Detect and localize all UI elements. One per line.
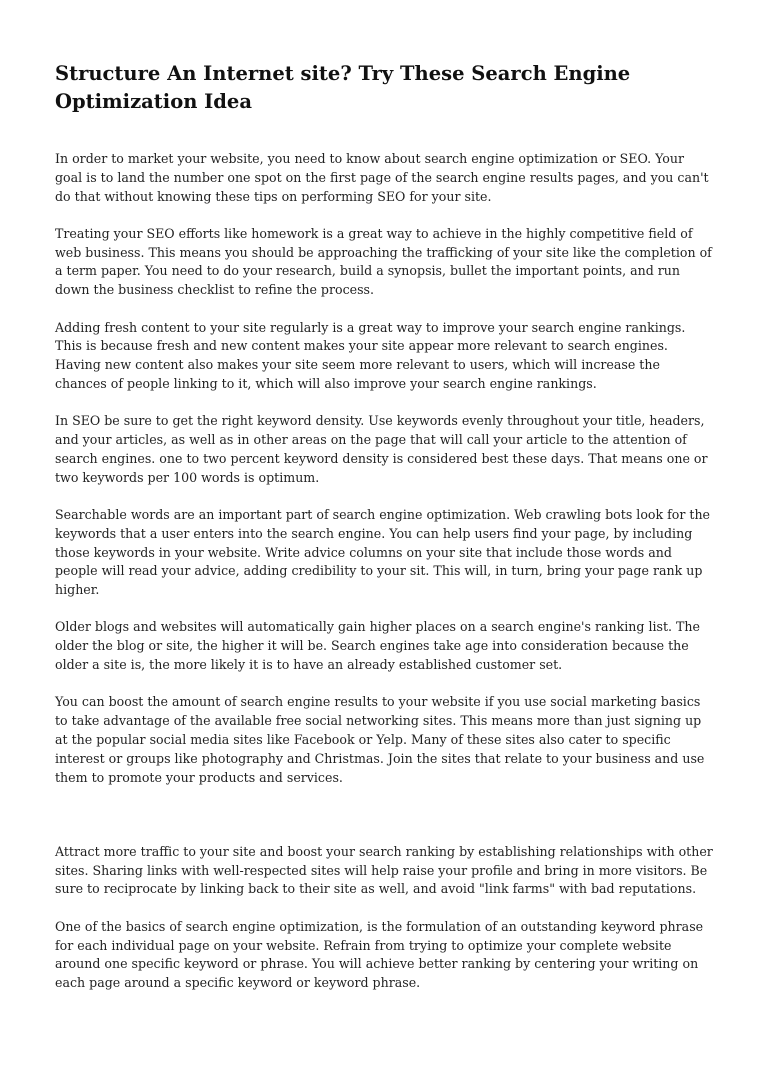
paragraph-older-blogs: Older blogs and websites will automatically gain higher places on a search engine's ranking list. The older the blog or site, the higher it will be. Search engines take age into consideration because the older a site is, the more likely it is to have an already established customer set.	[55, 619, 700, 673]
paragraph-keyword-density: In SEO be sure to get the right keyword density. Use keywords evenly throughout your title, headers, and your articles, as well as in other areas on the page that will call your article to the attention of search engines. one to two percent keyword density is considered best these days. That means one or two keywords per 100 words is optimum.	[55, 413, 708, 485]
paragraph-fresh-content: Adding fresh content to your site regularly is a great way to improve your search engine rankings. This is because fresh and new content makes your site appear more relevant to search engines. Having new content also makes your site seem more relevant to users, which will increase the chances of people linking to it, which will also improve your search engine rankings.	[55, 319, 686, 391]
paragraph-attract-traffic: Attract more traffic to your site and boost your search ranking by establishing relationships with other sites. Sharing links with well-respected sites will help raise your profile and bring in more visitors. Be sure to reciprocate by linking back to their site as well, and avoid "link farms" with bad reputations.	[55, 843, 713, 897]
paragraph-seo-homework: Treating your SEO efforts like homework is a great way to achieve in the highly competitive field of web business. This means you should be approaching the trafficking of your site like the completion of a term paper. You need to do your research, build a synopsis, bullet the important points, and run down the business checklist to refine the process.	[55, 225, 712, 298]
paragraph-social-marketing: You can boost the amount of search engine results to your website if you use social marketing basics to take advantage of the available free social networking sites. This means more than just signing up at the popular social media sites like Facebook or Yelp. Many of these sites also cater to specific interest or groups like photography and Christmas. Join the sites that relate to your business and use them to promote your products and services.	[55, 694, 705, 785]
paragraph-seo-intro: In order to market your website, you need to know about search engine optimization or SEO. Your goal is to land the number one spot on the first page of the search engine results pages, and you can't do that without knowing these tips on performing SEO for your site.	[55, 151, 709, 204]
blank-gap	[55, 806, 714, 843]
paragraph-searchable-words: Searchable words are an important part of search engine optimization. Web crawling bots look for the keywords that a user enters into the search engine. You can help users find your page, by including those keywords in your website. Write advice columns on your site that include those words and people will read your advice, adding credibility to your sit. This will, in turn, bring your page rank up higher.	[55, 506, 711, 598]
paragraph-keyword-phrase: One of the basics of search engine optimization, is the formulation of an outstanding keyword phrase for each individual page on your website. Refrain from trying to optimize your complete website around one specific keyword or phrase. You will achieve better ranking by centering your writing on each page around a specific keyword or keyword phrase.	[55, 918, 704, 991]
document-title: Structure An Internet site? Try These Search Engine Optimization Idea	[55, 62, 631, 113]
